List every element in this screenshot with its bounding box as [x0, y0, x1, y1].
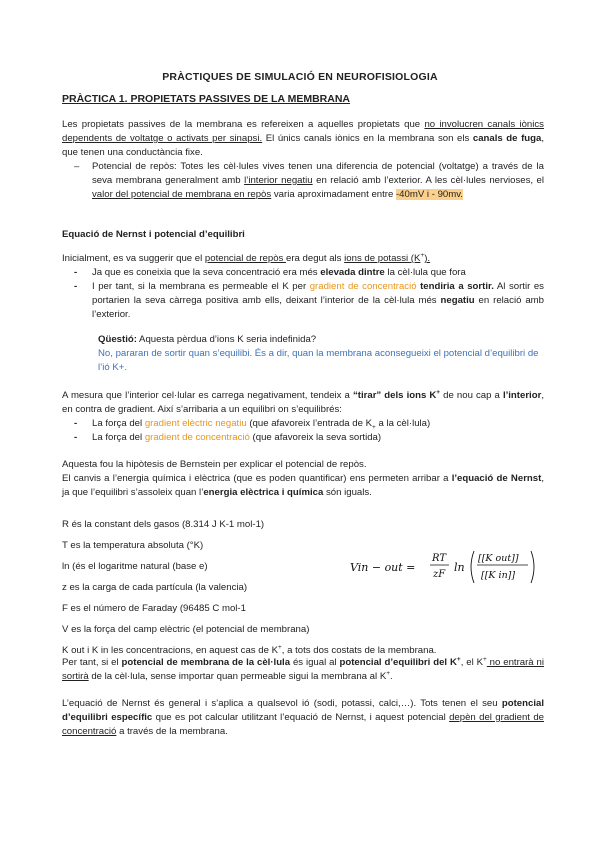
definition-t: T es la temperatura absoluta (°K): [62, 540, 204, 551]
gradient-section: [62, 389, 544, 445]
definition-ln: ln (és el logaritme natural (base e): [62, 561, 208, 572]
practice-title: PRÀCTICA 1. PROPIETATS PASSIVES DE LA MEMBRANA: [62, 93, 350, 105]
definition-f: F es el número de Faraday (96485 C mol-1: [62, 603, 246, 614]
definition-z: z es la carga de cada partícula (la valencia): [62, 582, 248, 593]
section-heading: Equació de Nernst i potencial d’equilibri: [62, 229, 245, 240]
general-paragraph: L’equació de Nernst és general i s’aplica a qualsevol ió (sodi, potassi, calci,…). Tots tenen el seu potencial d’equilibri específic que es pot calcular utilitzant l’equació de Nernst, i aquest potencial depèn del gradient de concentració a través de la membrana.: [62, 698, 544, 737]
bernstein-line: Aquesta fou la hipòtesis de Bernstein per explicar el potencial de repòs.: [62, 459, 367, 470]
definition-k: K out i K in les concentracions, en aquest cas de K+, a tots dos costats de la membrana.: [62, 643, 437, 656]
equilibrium-section: [62, 656, 544, 684]
intro-paragraph: Les propietats passives de la membrana es refereixen a aquelles propietats que no involucren canals iònics dependents de voltatge o activats per sinapsi. El únics canals iònics en la membrana son els canals de fuga, que tenen una conductància fixe.: [62, 119, 545, 158]
potassium-section: [62, 252, 544, 322]
nernst-equation-graphic: [350, 547, 540, 587]
gradient-paragraph: A mesura que l’interior cel·lular es carrega negativament, tendeix a “tirar” dels ions K+ de nou cap a l’interior, en contra de gradient. Així s’arribaria a un equilibri on s’equilibrés:: [62, 388, 544, 415]
question: Qüestió: Aquesta pèrdua d’ions K seria indefinida?: [98, 334, 317, 345]
question-answer: No, pararan de sortir quan s’equilibi. És a dir, quan la membrana aconsegueixi el potencial d’equilibri de l’ió K+.: [98, 347, 539, 373]
gradient-list: [62, 417, 544, 445]
variable-definitions: [62, 514, 544, 661]
potassium-paragraph: Inicialment, es va suggerir que el potencial de repòs era degut als ions de potassi (K+).: [62, 251, 431, 264]
bernstein-section: [62, 458, 544, 500]
nernst-equation: [350, 547, 540, 587]
question-block: [98, 333, 544, 375]
list-item: - Ja que es coneixia que la seva concentració era més elevada dintre la cèl·lula que fora: [62, 266, 544, 280]
equation-denominator: zF: [433, 569, 446, 580]
equation-k-in: [[K in]]: [481, 570, 516, 581]
document-title: PRÀCTIQUES DE SIMULACIÓ EN NEUROFISIOLOGIA: [162, 71, 438, 83]
equation-ln: ln: [454, 561, 465, 574]
list-item: – Potencial de repòs: Totes les cèl·lules vives tenen una diferencia de potencial (voltatge) a través de la seva membrana generalment amb l’interior negatiu en relació amb l’exterior. A les cèl·lules nervioses, el valor del potencial de membrana en repòs varia aproximadament entre -40mV i - 90mv.: [62, 160, 544, 202]
definition-r: R és la constant dels gasos (8.314 J K-1 mol-1): [62, 519, 265, 530]
equilibrium-paragraph: Per tant, si el potencial de membrana de la cèl·lula és igual al potencial d’equilibri del K+, el K+ no entrarà ni sortirà de la cèl·lula, sense importar quan permeable sigui la membrana al K+.: [62, 655, 544, 682]
intro-list: [62, 160, 544, 202]
equation-numerator: RT: [432, 553, 447, 564]
right-paren: [531, 551, 534, 583]
general-section: [62, 697, 544, 739]
equation-k-out: [[K out]]: [478, 553, 519, 564]
intro-section: [62, 118, 544, 201]
left-paren: [471, 551, 474, 583]
potassium-list: [62, 266, 544, 322]
list-item: - I per tant, si la membrana es permeable el K per gradient de concentració tendiria a sortir. Al sortir es portarien la seva càrrega positiva amb ells, deixant l’interior de la cèl·lula més negatiu en relació amb l’exterior.: [62, 280, 544, 322]
equation-lhs: Vin − out =: [350, 561, 416, 574]
definition-v: V es la força del camp elèctric (el potencial de membrana): [62, 624, 310, 635]
nernst-intro: El canvis a l’energia química i elèctrica (que es poden quantificar) ens permeten arribar a l’equació de Nernst, ja que l’equilibri s’assoleix quan l’energia elèctrica i química són iguals.: [62, 472, 544, 498]
list-item: - La força del gradient de concentració (que afavoreix la seva sortida): [62, 431, 544, 445]
list-item: - La força del gradient elèctric negatiu (que afavoreix l’entrada de $K_+$ a la cèl·lula): [62, 417, 544, 431]
